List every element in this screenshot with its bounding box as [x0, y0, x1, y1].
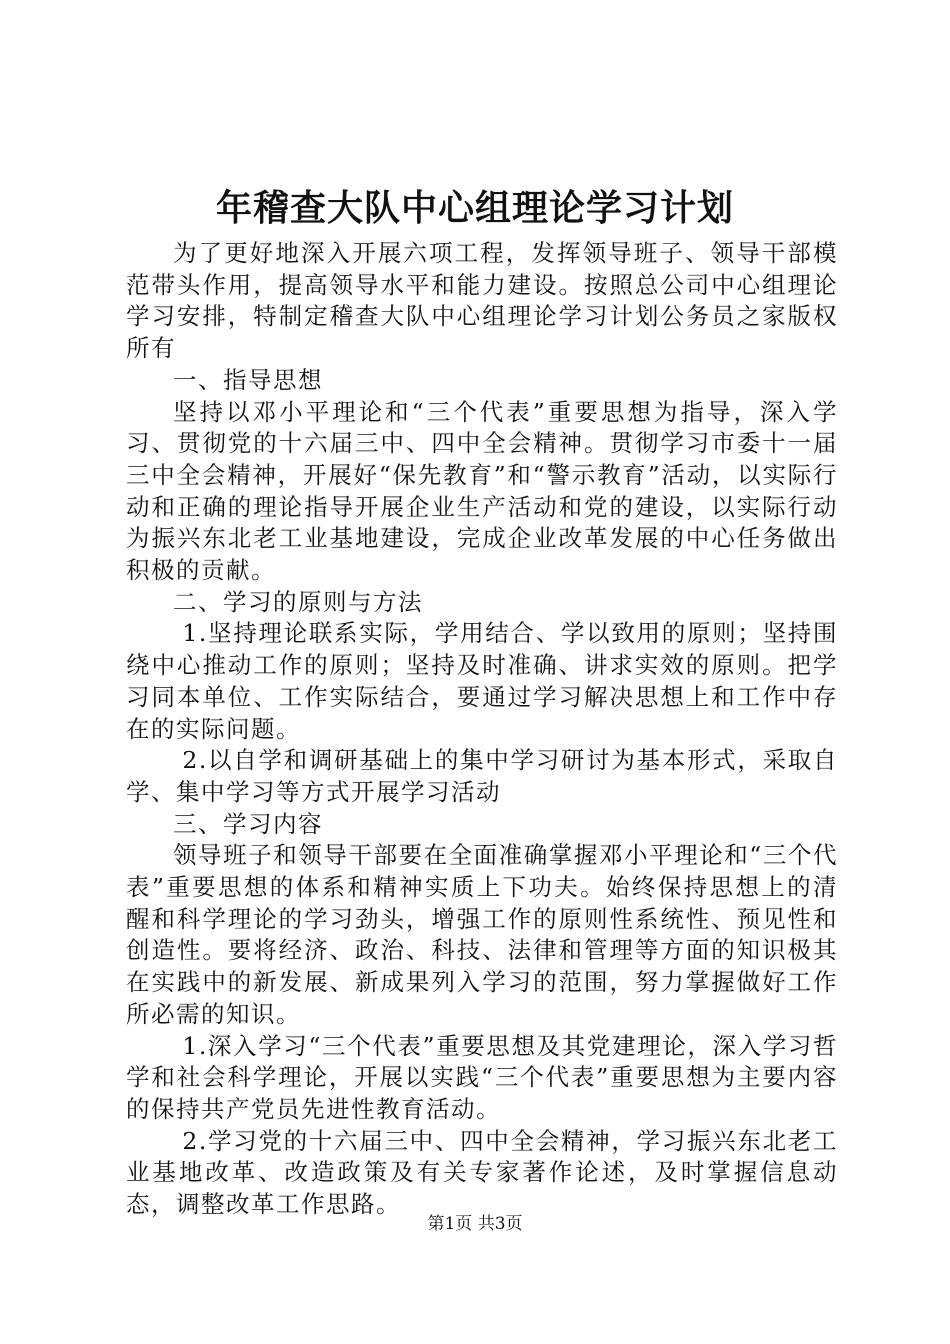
paragraph-content-1: 1.深入学习“三个代表”重要思想及其党建理论，深入学习哲学和社会科学理论，开展以实践“三个代表”重要思想为主要内容的保持共产党员先进性教育活动。	[126, 1031, 838, 1123]
paragraph-content-2: 2.学习党的十六届三中、四中全会精神，学习振兴东北老工业基地改革、改造政策及有关专家著作论述，及时掌握信息动态，调整改革工作思路。	[126, 1126, 838, 1219]
section-heading-guiding-thought: 一、指导思想	[173, 365, 323, 394]
document-body	[126, 238, 838, 1221]
document-title: 年稽查大队中心组理论学习计划	[215, 187, 734, 229]
paragraph-guiding-thought: 坚持以邓小平理论和“三个代表”重要思想为指导，深入学习、贯彻党的十六届三中、四中全会精神。贯彻学习市委十一届三中全会精神，开展好“保先教育”和“警示教育”活动，以实际行动和正确的理论指导开展企业生产活动和党的建设，以实际行动为振兴东北老工业基地建设，完成企业改革发展的中心任务做出积极的贡献。	[126, 397, 838, 585]
page-number-footer: 第1页 共3页	[427, 1214, 523, 1234]
paragraph-intro: 为了更好地深入开展六项工程，发挥领导班子、领导干部模范带头作用，提高领导水平和能力建设。按照总公司中心组理论学习安排，特制定稽查大队中心组理论学习计划公务员之家版权所有	[126, 239, 838, 363]
paragraph-principle-2: 2.以自学和调研基础上的集中学习研讨为基本形式，采取自学、集中学习等方式开展学习活动	[126, 746, 838, 806]
section-heading-principles-methods: 二、学习的原则与方法	[173, 587, 423, 616]
paragraph-study-content: 领导班子和领导干部要在全面准确掌握邓小平理论和“三个代表”重要思想的体系和精神实质上下功夫。始终保持思想上的清醒和科学理论的学习劲头，增强工作的原则性系统性、预见性和创造性。要将经济、政治、科技、法律和管理等方面的知识极其在实践中的新发展、新成果列入学习的范围，努力掌握做好工作所必需的知识。	[126, 841, 838, 1028]
section-heading-study-content: 三、学习内容	[173, 809, 323, 838]
paragraph-principle-1: 1.坚持理论联系实际，学用结合、学以致用的原则；坚持围绕中心推动工作的原则；坚持及时准确、讲求实效的原则。把学习同本单位、工作实际结合，要通过学习解决思想上和工作中存在的实际问题。	[126, 619, 838, 743]
